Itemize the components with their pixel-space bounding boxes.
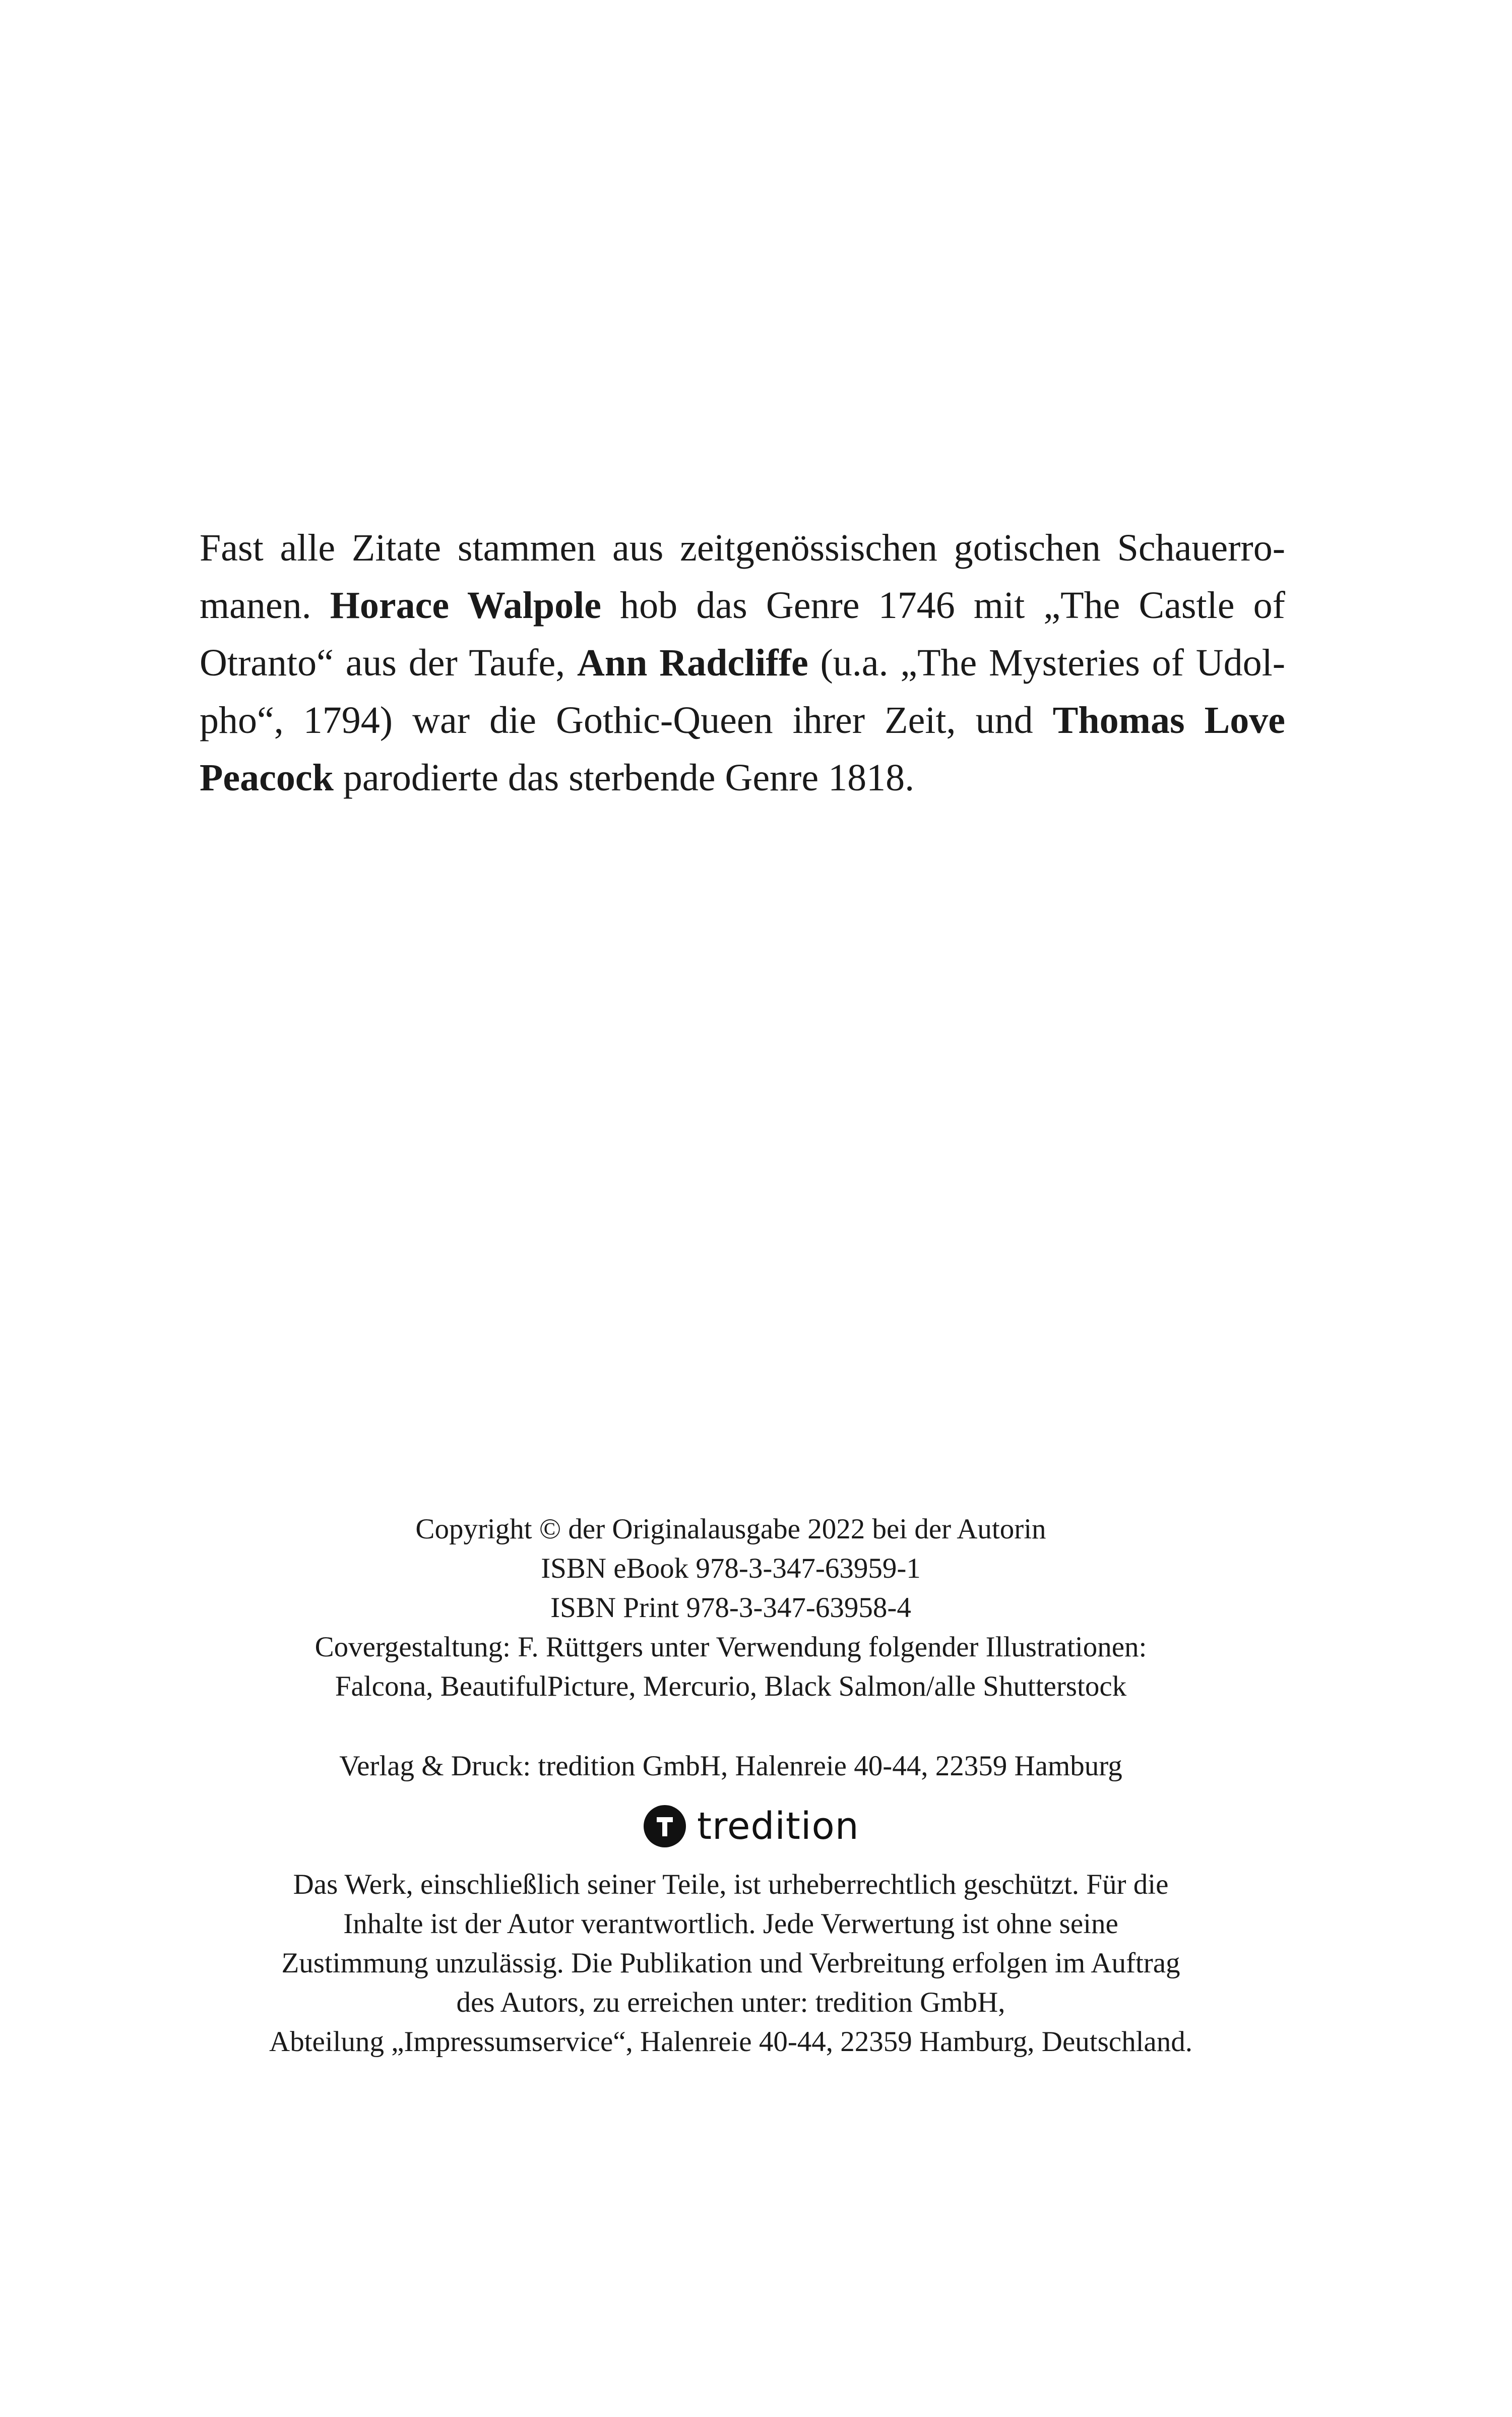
legal-line-5: Abteilung „Impressumservice“, Halenreie 40-44, 22359 Hamburg, Deutschland. — [269, 2026, 1192, 2058]
logo-wordmark: tredition — [697, 1805, 859, 1848]
intro-line-3 — [200, 634, 1285, 692]
legal-line-2: Inhalte ist der Autor verantwortlich. Jede Verwertung ist ohne seine — [343, 1908, 1118, 1940]
intro-paragraph — [200, 519, 1285, 807]
legal-notice — [151, 1865, 1310, 2062]
author-name-radcliffe: Ann Radcliffe — [577, 642, 808, 684]
author-name-peacock-last: Peacock — [200, 757, 334, 799]
intro-text: Otranto“ aus der Taufe, — [200, 642, 577, 684]
intro-line-2 — [200, 577, 1285, 634]
author-name-peacock-first: Thomas Love — [1052, 699, 1286, 741]
isbn-print: ISBN Print 978-3-347-63958-4 — [550, 1592, 911, 1624]
intro-text: manen. — [200, 584, 330, 627]
legal-line-1: Das Werk, einschließlich seiner Teile, ist urheberrechtlich geschützt. Für die — [293, 1869, 1169, 1900]
copyright-block — [151, 1510, 1310, 1706]
tredition-logo — [644, 1804, 859, 1849]
isbn-ebook: ISBN eBook 978-3-347-63959-1 — [541, 1553, 921, 1584]
copyright-line: Copyright © der Originalausgabe 2022 bei der Autorin — [415, 1513, 1046, 1545]
intro-text: pho“, 1794) war die Gothic-Queen ihrer Zeit, und — [200, 699, 1053, 741]
intro-line-5 — [200, 749, 1285, 807]
cover-credit: Covergestaltung: F. Rüttgers unter Verwendung folgender Illustrationen: — [314, 1631, 1147, 1663]
author-name-walpole: Horace Walpole — [330, 584, 601, 627]
intro-text: Fast alle Zitate stammen aus zeitgenössischen gotischen Schauerro- — [200, 527, 1285, 569]
intro-line-4 — [200, 692, 1285, 749]
tredition-t-icon — [644, 1805, 686, 1847]
intro-text: parodierte das sterbende Genre 1818. — [333, 757, 915, 799]
intro-line-1 — [200, 519, 1285, 577]
publisher-block — [151, 1747, 1310, 1786]
legal-line-3: Zustimmung unzulässig. Die Publikation und Verbreitung erfolgen im Auftrag — [281, 1947, 1180, 1979]
intro-text: (u.a. „The Mysteries of Udol- — [808, 642, 1285, 684]
illustration-credit: Falcona, BeautifulPicture, Mercurio, Black Salmon/alle Shutterstock — [335, 1670, 1127, 1702]
publisher-line: Verlag & Druck: tredition GmbH, Halenreie 40-44, 22359 Hamburg — [339, 1750, 1122, 1782]
intro-text: hob das Genre 1746 mit „The Castle of — [601, 584, 1285, 627]
legal-line-4: des Autors, zu erreichen unter: tredition GmbH, — [456, 1987, 1005, 2018]
